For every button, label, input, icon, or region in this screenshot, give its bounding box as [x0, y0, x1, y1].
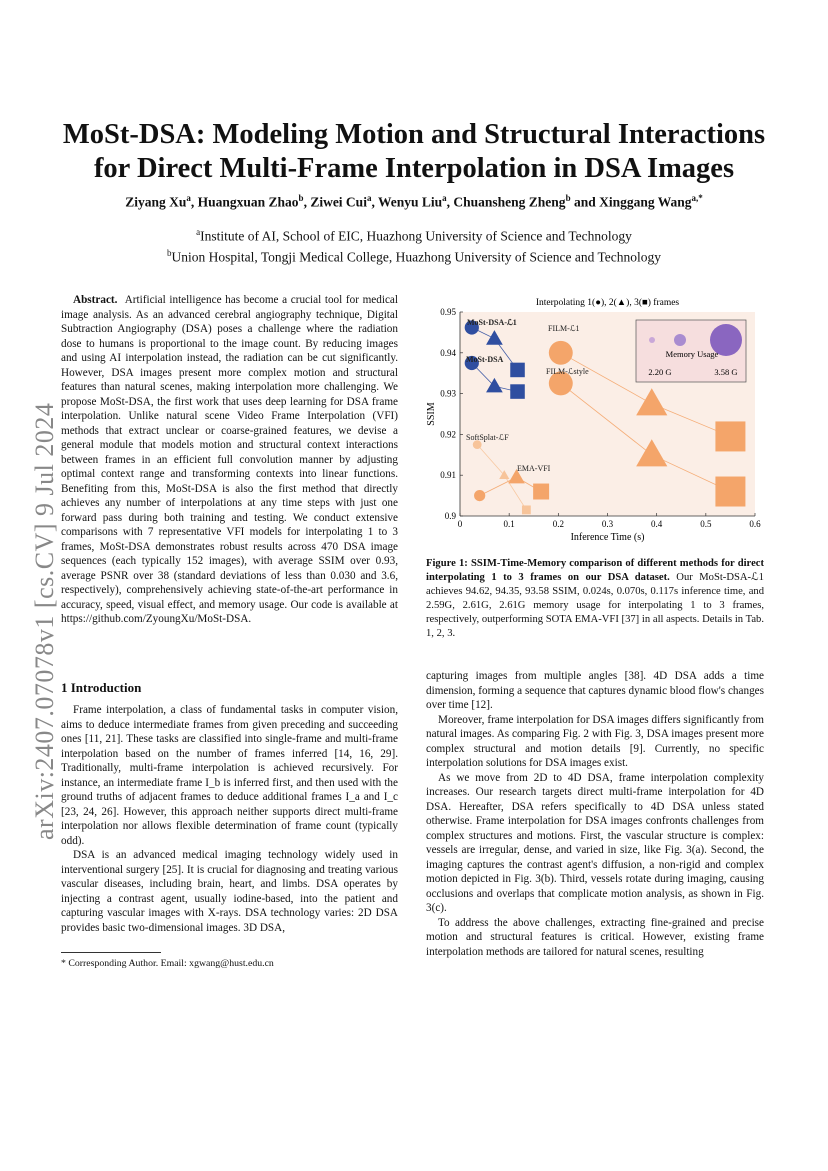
figure-1-chart	[420, 294, 775, 552]
author-affil-sup: a,*	[691, 193, 703, 203]
footnote-divider	[61, 952, 161, 953]
legend-circle-small	[649, 337, 655, 343]
series-label: FILM-ℒ1	[548, 324, 580, 333]
author-name: Wenyu Liu	[377, 194, 443, 210]
right-paragraph-1: Moreover, frame interpolation for DSA images differs significantly from natural images. As comparing Fig. 2 with Fig. 3, DSA images present more complex structural and motion details [9]. Currently, no specific interpolation solutions for DSA images exist.	[426, 713, 764, 769]
right-paragraph-2: As we move from 2D to 4D DSA, frame interpolation complexity increases. Our research targets direct multi-frame interpolation for 4D DSA. Hereafter, DSA refers specifically to 4D DSA unless stated otherwise. Frame interpolation for DSA images confronts challenges from complex structures and motions. First, the vascular structure is complex: vessels are irregular, dense, and varied in size, like Fig. 3(a). Second, the imaging captures the contrast agent's diffusion, a non-rigid and complex motion depicted in Fig. 3(b). Third, vessels rotate during imaging, causing occlusions and overlaps that complicate motion analysis, as shown in Fig. 3(c).	[426, 771, 764, 914]
series-label: SoftSplat-ℒF	[466, 433, 509, 442]
introduction-left	[61, 703, 398, 935]
caption-rest: Our MoSt-DSA-ℒ1 achieves 94.62, 94.35, 93.58 SSIM, 0.024s, 0.070s, 0.117s inference time, and 2.59G, 2.61G, 2.61G memory usage for interpolating 1 to 3 frames, respectively, outperforming SOTA EMA-VFI [37] in all aspects. Details in Tab. 1, 2, 3.	[426, 572, 764, 639]
introduction-right	[426, 669, 764, 959]
x-tick-label: 0.3	[601, 519, 614, 529]
y-tick-label: 0.92	[440, 429, 456, 440]
paper-title	[40, 118, 788, 186]
x-tick-label: 0	[457, 519, 463, 529]
y-tick-label: 0.91	[440, 470, 456, 481]
x-axis-label: Inference Time (s)	[570, 532, 645, 543]
x-tick-label: 0.2	[552, 519, 564, 529]
author-name: Chuansheng Zheng	[453, 194, 566, 210]
y-tick-label: 0.93	[440, 388, 456, 399]
legend-title: Memory Usage	[665, 349, 719, 359]
data-point-square	[533, 484, 549, 500]
chart-title: Interpolating 1(●), 2(▲), 3(■) frames	[535, 298, 680, 308]
right-paragraph-3: To address the above challenges, extracting fine-grained and precise motion and structural features is critical. However, existing frame interpolation methods are tailored for natural scenes, resulting	[426, 916, 764, 958]
legend-label-min: 2.20 G	[648, 367, 672, 377]
author-name: Ziwei Cui	[310, 194, 367, 210]
affiliation-a: $^a$Institute of AI, School of EIC, Huazhong University of Science and Technology	[196, 227, 632, 244]
series-label: MoSt-DSA	[466, 355, 504, 364]
x-tick-label: 0.1	[503, 519, 515, 529]
x-tick-label: 0.6	[749, 519, 761, 529]
author-affil-sup: b	[298, 193, 304, 203]
author-affil-sup: a	[186, 193, 191, 203]
abstract-label: Abstract.	[73, 294, 118, 306]
data-point-square	[522, 505, 531, 514]
author-affil-sup: a	[442, 193, 447, 203]
data-point-circle	[549, 341, 573, 365]
data-point-square	[510, 363, 525, 378]
data-point-square	[715, 477, 745, 507]
intro-paragraph-2: DSA is an advanced medical imaging technology widely used in interventional surgery [25]. It is crucial for diagnosing and treating various vascular diseases, including brain, heart, and limbs. DSA operates by injecting a contrast agent, usually iodine-based, into the patient and capturing vascular images with X-rays. DSA technology varies: 2D DSA provides basic two-dimensional images. 3D DSA,	[61, 849, 398, 934]
series-label: MoSt-DSA-ℒ1	[467, 318, 517, 327]
title-line-1: MoSt-DSA: Modeling Motion and Structural Interactions	[62, 119, 766, 150]
legend-circle-medium	[674, 334, 686, 346]
legend-label-max: 3.58 G	[714, 367, 738, 377]
affiliations	[40, 224, 788, 265]
author-name: Xinggang Wang	[599, 194, 692, 210]
y-tick-label: 0.94	[440, 347, 456, 358]
series-label: EMA-VFI	[517, 464, 551, 473]
caption-label: Figure 1:	[426, 558, 468, 569]
abstract	[61, 293, 398, 627]
author-affil-sup: a	[366, 193, 372, 203]
title-line-2: for Direct Multi-Frame Interpolation in DSA Images	[93, 153, 735, 184]
x-tick-label: 0.4	[651, 519, 663, 529]
arxiv-id: arXiv:2407.07078v1 [cs.CV] 9 Jul 2024	[30, 402, 59, 840]
series-label: FILM-ℒstyle	[546, 367, 589, 376]
y-tick-label: 0.95	[440, 307, 456, 317]
section-title-introduction: 1 Introduction	[61, 680, 142, 695]
intro-paragraph-1: Frame interpolation, a class of fundamental tasks in computer vision, aims to deduce intermediate frames from given preceding and succeeding ones [11, 21]. These tasks are classified into single-frame and multi-frame interpolation based on the number of frames inferred [14, 16, 29]. Traditionally, multi-frame interpolation is achieved recursively. For instance, an intermediate frame I_b is inferred first, and then used with the ground truths of adjacent frames to deduce additional frames I_a and I_c [23, 24, 26]. However, this approach neither supports direct multi-frame interpolation nor allows flexible determination of frame count (typically odd).	[61, 704, 398, 847]
figure-caption	[426, 557, 764, 641]
arxiv-sidebar	[10, 380, 59, 840]
data-point-square	[715, 421, 745, 451]
right-paragraph-0: capturing images from multiple angles [38]. 4D DSA adds a time dimension, forming a sequence that captures dynamic blood flow's changes over time [12].	[426, 670, 764, 711]
author-name: Ziyang Xu	[125, 194, 187, 210]
caption-bold: SSIM-Time-Memory comparison of different methods for direct interpolating 1 to 3 frames on our DSA dataset.	[426, 558, 764, 583]
data-point-circle	[474, 490, 485, 501]
author-list: Ziyang Xu$^a$, Huangxuan Zhao$^b$, Ziwei Cui$^a$, Wenyu Liu$^a$, Chuansheng Zheng$^b$ and Xinggang Wang$^{a,*}$	[125, 193, 703, 210]
scatter-chart	[420, 294, 775, 552]
x-tick-label: 0.5	[700, 519, 712, 529]
data-point-square	[510, 384, 525, 399]
y-axis-label: SSIM	[426, 402, 437, 426]
author-affil-sup: b	[565, 193, 571, 203]
abstract-text: Artificial intelligence has become a crucial tool for medical image analysis. As an advanced cerebral angiography technique, Digital Subtraction Angiography (DSA) poses a challenge where the radiation dose to humans is proportional to the image count. By reducing images and using AI interpolation instead, the radiation can be cut significantly. However, DSA images present more complex motion and structural features than natural scenes, making interpolation more challenging. We propose MoSt-DSA, the first work that uses deep learning for DSA frame interpolation. Unlike natural scene Video Frame Interpolation (VFI) methods that extract unclear or coarse-grained features, we devise a general module that models motion and structural context interactions between frames in an efficient full convolution manner by adjusting optimal context range and transforming contexts into linear functions. Benefiting from this, MoSt-DSA is also the first method that directly achieves any number of interpolations at any time steps with just one forward pass during both training and testing. We conduct extensive comparisons with 7 representative VFI models for interpolating 1 to 3 frames, MoSt-DSA demonstrates robust results across 470 DSA image sequences (each typically 152 images), with average SSIM over 0.93, average PSNR over 38 (standard deviations of less than 0.030 and 3.6, respectively), comprehensively achieving state-of-the-art performance in accuracy, speed, visual effect, and memory usage. Our code is available at https://github.com/ZyoungXu/MoSt-DSA.	[61, 294, 398, 625]
author-name: Huangxuan Zhao	[197, 194, 299, 210]
footnote: * Corresponding Author. Email: xgwang@hust.edu.cn	[61, 958, 274, 969]
y-tick-label: 0.9	[444, 511, 456, 521]
affiliation-b: $^b$Union Hospital, Tongji Medical College, Huazhong University of Science and Technology	[166, 247, 661, 264]
